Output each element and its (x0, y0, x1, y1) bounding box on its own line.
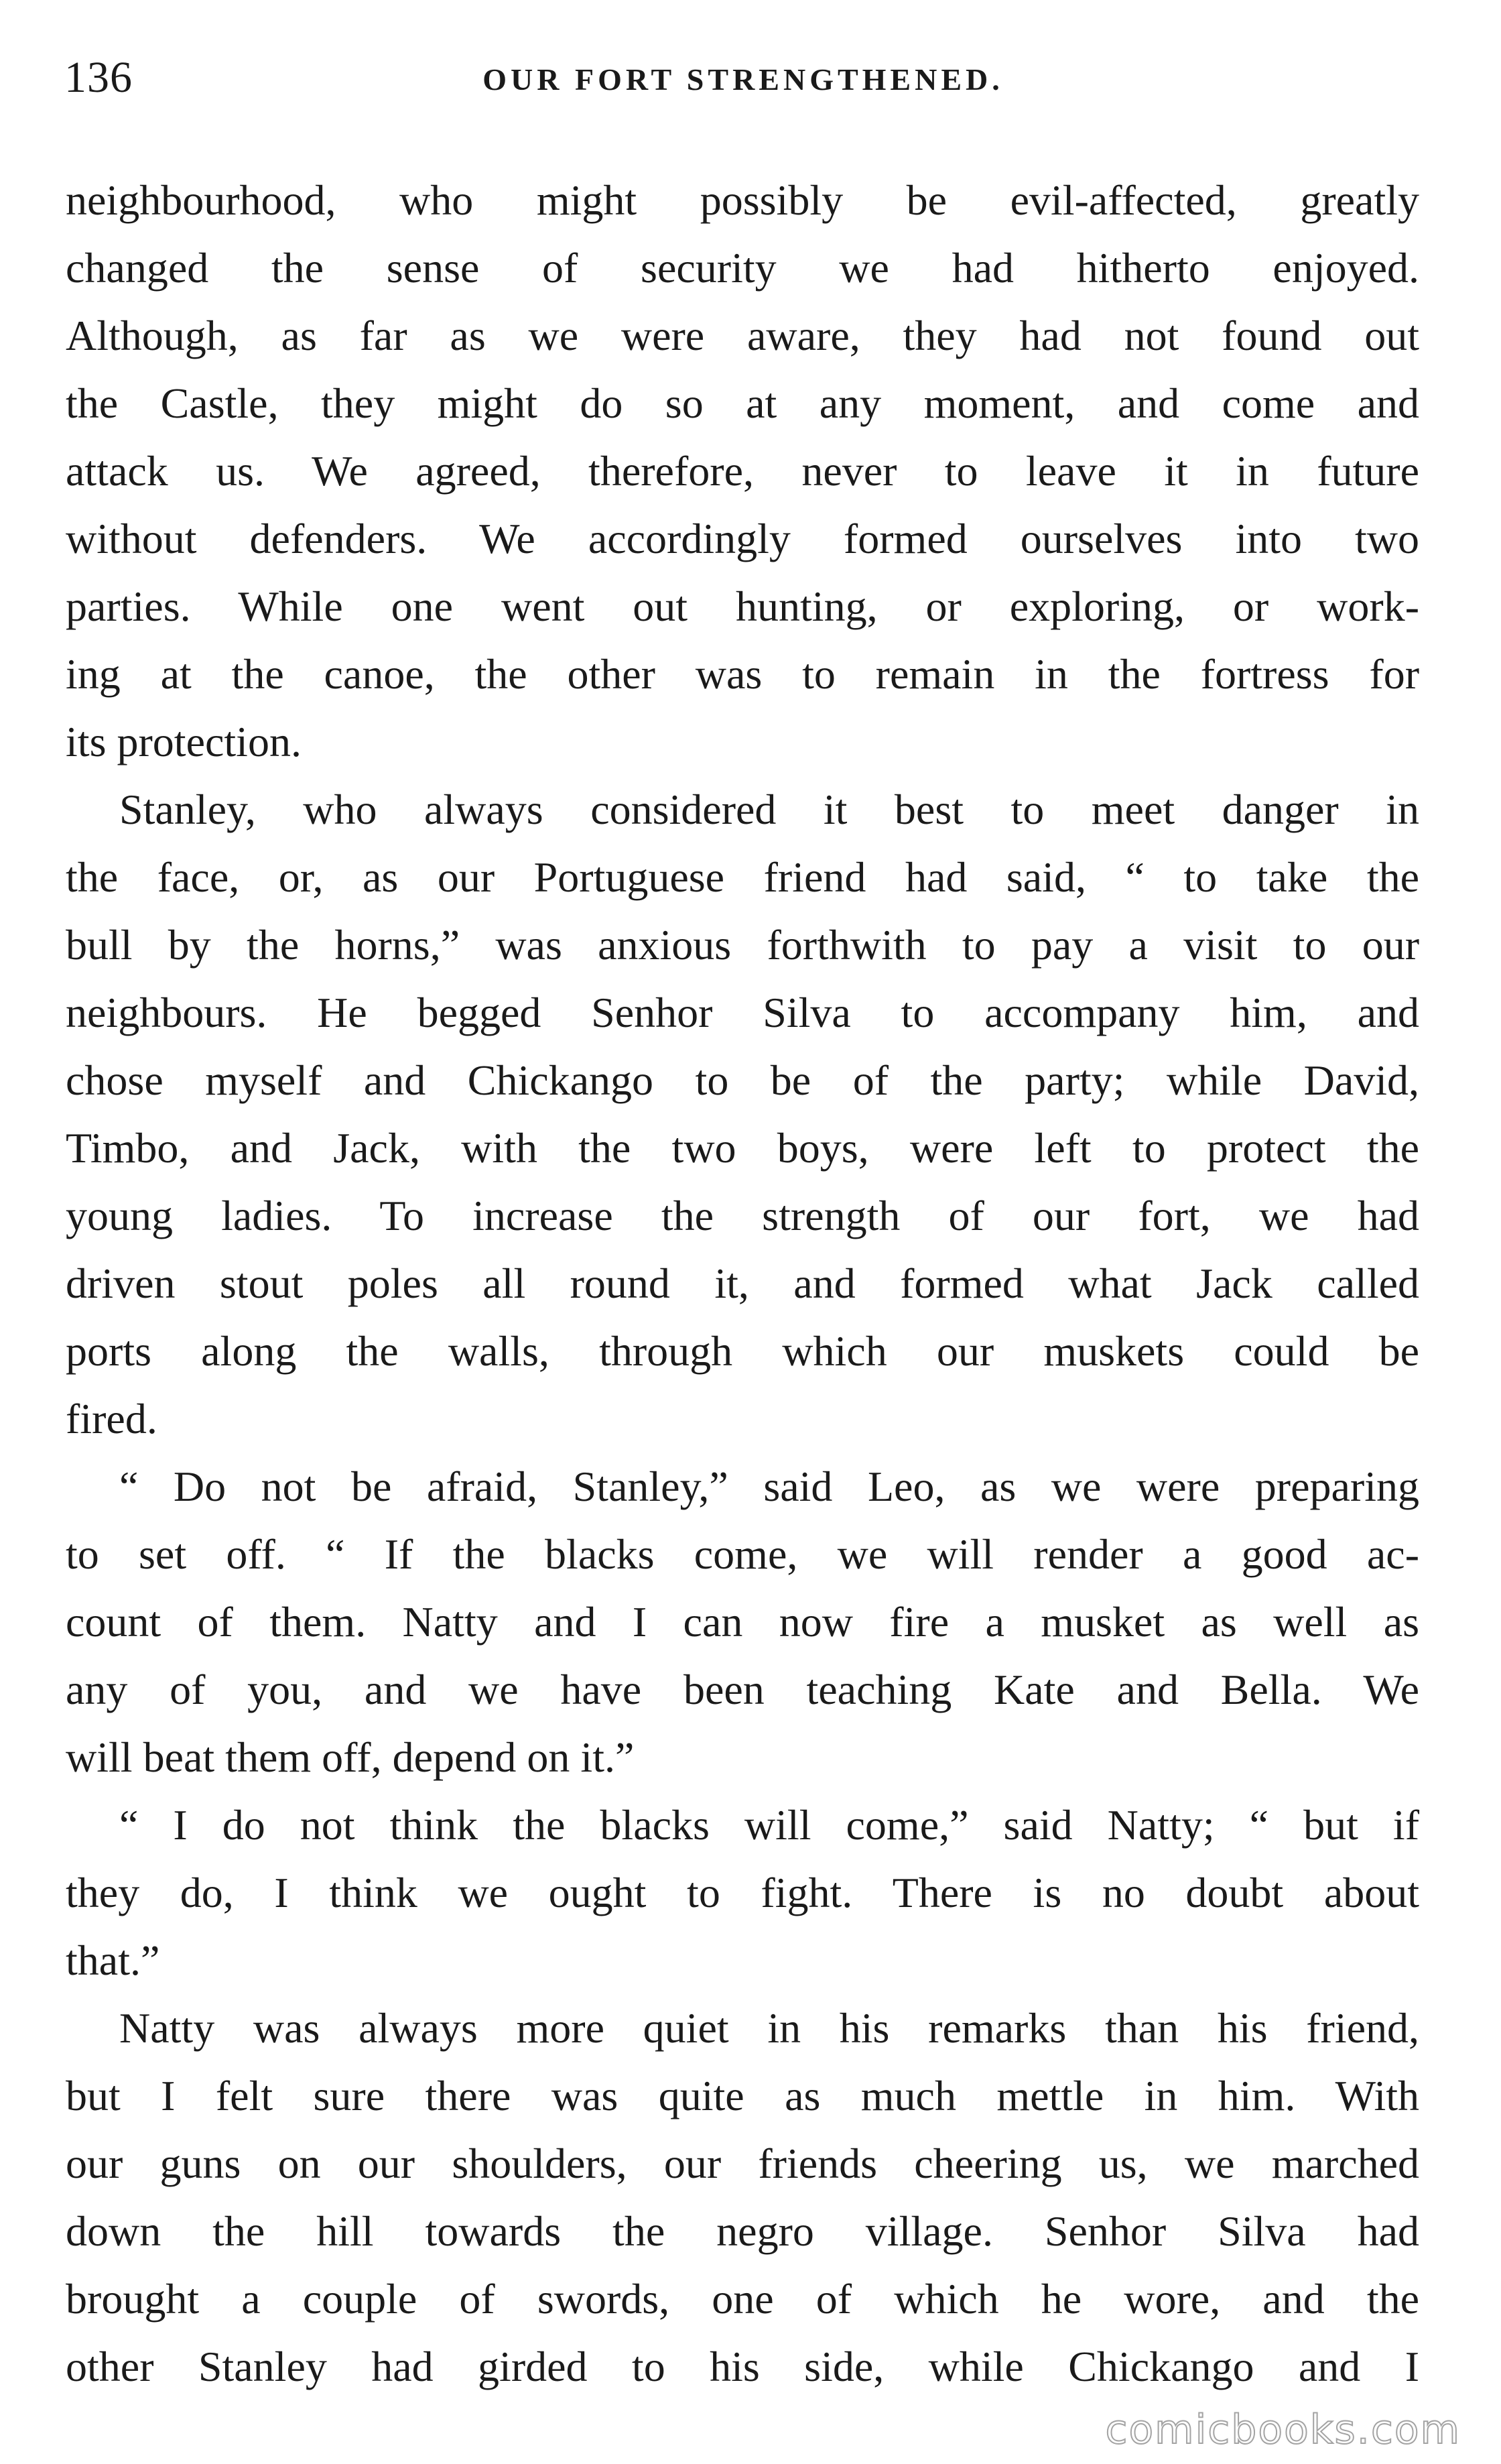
text-line: they do, I think we ought to fight. There is no doubt about (66, 1869, 1419, 1916)
text-line: the Castle, they might do so at any moment, and come and (66, 379, 1419, 427)
text-line: the face, or, as our Portuguese friend had said, “ to take the (66, 853, 1419, 901)
text-line: parties. While one went out hunting, or exploring, or work- (66, 582, 1419, 630)
text-line: Timbo, and Jack, with the two boys, were left to protect the (66, 1124, 1419, 1172)
text-line: down the hill towards the negro village. Senhor Silva had (66, 2207, 1419, 2255)
text-line: that.” (66, 1936, 160, 1984)
text-line: any of you, and we have been teaching Kate and Bella. We (66, 1666, 1419, 1713)
running-head (64, 52, 1422, 106)
text-line: “ Do not be afraid, Stanley,” said Leo, as we were preparing (119, 1463, 1419, 1510)
text-line: attack us. We agreed, therefore, never to leave it in future (66, 447, 1419, 495)
text-line: driven stout poles all round it, and formed what Jack called (66, 1259, 1419, 1307)
text-line: count of them. Natty and I can now fire a musket as well as (66, 1598, 1419, 1646)
text-line: without defenders. We accordingly formed ourselves into two (66, 515, 1419, 562)
text-line: ing at the canoe, the other was to remain in the fortress for (66, 650, 1419, 698)
text-line: young ladies. To increase the strength of our fort, we had (66, 1192, 1419, 1239)
text-line: to set off. “ If the blacks come, we will render a good ac- (66, 1530, 1419, 1578)
paragraph (66, 1994, 1419, 2400)
text-line: Stanley, who always considered it best to meet danger in (119, 786, 1419, 833)
text-line: ports along the walls, through which our muskets could be (66, 1327, 1419, 1375)
text-line: fired. (66, 1395, 157, 1442)
running-title: OUR FORT STRENGTHENED. (482, 62, 1004, 97)
text-line: Although, as far as we were aware, they had not found out (66, 312, 1419, 359)
paragraph (66, 1453, 1419, 1791)
text-line: its protection. (66, 718, 302, 765)
paragraph (66, 1791, 1419, 1994)
paragraph (66, 166, 1419, 776)
text-line: brought a couple of swords, one of which he wore, and the (66, 2275, 1419, 2323)
paragraph (66, 776, 1419, 1453)
body-text (66, 166, 1419, 2400)
text-line: our guns on our shoulders, our friends cheering us, we marched (66, 2140, 1419, 2187)
text-line: bull by the horns,” was anxious forthwith to pay a visit to our (66, 921, 1419, 969)
watermark: comicbooks.com (1105, 2406, 1461, 2453)
text-line: will beat them off, depend on it.” (66, 1733, 635, 1781)
text-line: but I felt sure there was quite as much mettle in him. With (66, 2072, 1419, 2119)
page-number: 136 (64, 53, 133, 102)
text-line: Natty was always more quiet in his remarks than his friend, (119, 2004, 1419, 2052)
text-line: changed the sense of security we had hitherto enjoyed. (66, 244, 1419, 292)
text-line: neighbourhood, who might possibly be evil-affected, greatly (66, 176, 1419, 224)
text-line: neighbours. He begged Senhor Silva to accompany him, and (66, 989, 1419, 1036)
text-line: chose myself and Chickango to be of the party; while David, (66, 1056, 1419, 1104)
text-line: “ I do not think the blacks will come,” said Natty; “ but if (119, 1801, 1419, 1849)
text-line: other Stanley had girded to his side, while Chickango and I (66, 2343, 1419, 2390)
